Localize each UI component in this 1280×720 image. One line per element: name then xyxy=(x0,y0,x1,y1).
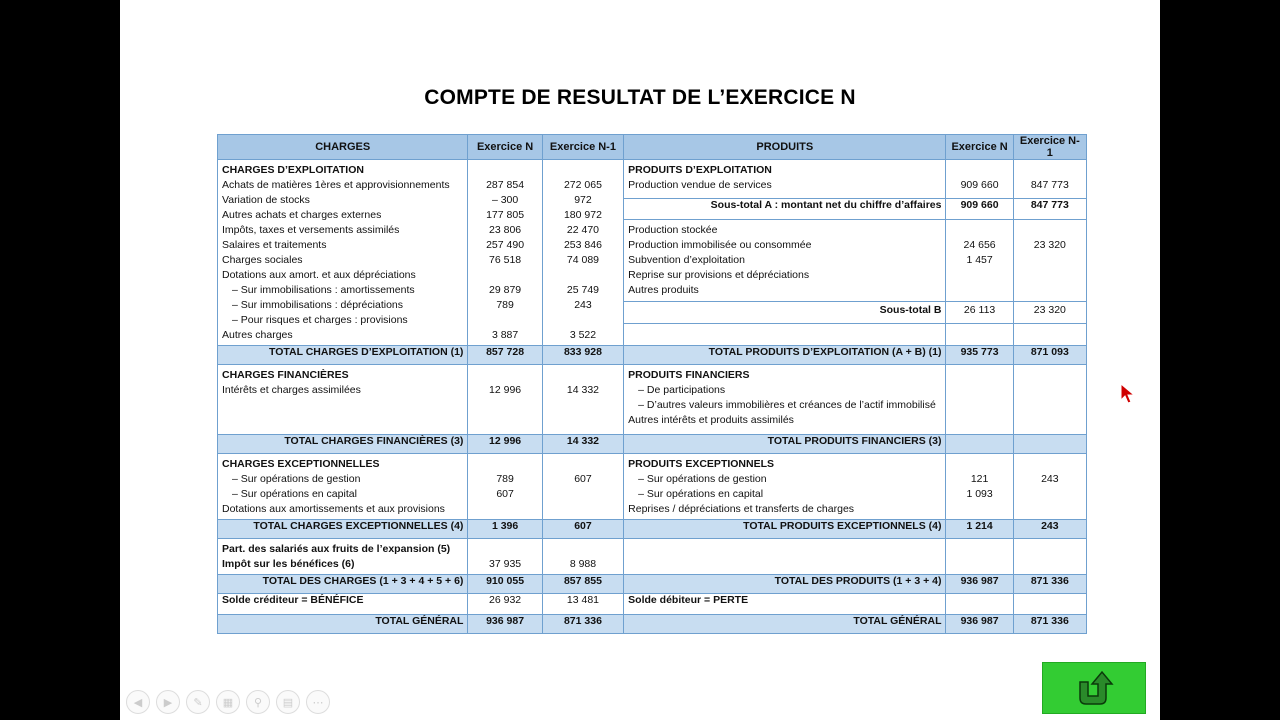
value: 121 xyxy=(970,473,989,485)
line-label: Achats de matières 1ères et approvisionnements xyxy=(222,179,450,191)
slides-icon[interactable]: ▦ xyxy=(216,690,240,714)
total-charges-exploitation-label: TOTAL CHARGES D’EXPLOITATION (1) xyxy=(218,346,468,365)
total-produits-financiers-n xyxy=(946,435,1013,454)
total-general-row-1 xyxy=(218,575,1087,594)
subtotal-b-n: 26 113 xyxy=(946,301,1012,321)
line-label: Autres charges xyxy=(222,329,293,341)
participation-n1 xyxy=(542,539,623,575)
charges-financieres-n xyxy=(468,365,542,435)
total-financier-row xyxy=(218,435,1087,454)
participation-row xyxy=(218,539,1087,575)
total-exceptionnel-row xyxy=(218,520,1087,539)
line-label: Impôt sur les bénéfices (6) xyxy=(222,558,355,570)
slideshow-toolbar xyxy=(126,690,330,714)
value: – 300 xyxy=(491,194,519,206)
value: 972 xyxy=(574,194,592,206)
produits-exceptionnels-n1 xyxy=(1013,454,1086,520)
line-label: Charges sociales xyxy=(222,254,303,266)
line-label: Variation de stocks xyxy=(222,194,310,206)
line-label: Production stockée xyxy=(628,223,718,236)
line-label: Dotations aux amortissements et aux provisions xyxy=(222,503,445,515)
subtotal-a-n: 909 660 xyxy=(946,198,1013,219)
solde-crediteur-n1: 13 481 xyxy=(542,594,623,615)
total-produits-exploitation-n1: 871 093 xyxy=(1013,346,1086,365)
line-label: – Sur immobilisations : dépréciations xyxy=(232,299,403,311)
value: 23 320 xyxy=(1033,238,1066,251)
subtotal-a-n1: 847 773 xyxy=(1013,198,1086,219)
subtotal-b-n1: 23 320 xyxy=(1014,301,1086,321)
value: 76 518 xyxy=(489,254,522,266)
total-produits-financiers-n1 xyxy=(1013,435,1086,454)
header-charges: CHARGES xyxy=(218,135,468,160)
section-heading: CHARGES D’EXPLOITATION xyxy=(222,164,364,176)
total-charges-n: 910 055 xyxy=(468,575,542,594)
total-produits-exceptionnels-n: 1 214 xyxy=(946,520,1013,539)
produits-exploitation-a-n1 xyxy=(1013,160,1086,199)
produits-financiers-cell xyxy=(624,365,946,435)
line-label: Autres produits xyxy=(628,283,699,296)
subtotal-a-label: Sous-total A : montant net du chiffre d’affaires xyxy=(624,198,946,219)
total-produits-exploitation-label: TOTAL PRODUITS D’EXPLOITATION (A + B) (1) xyxy=(624,346,946,365)
value: 177 805 xyxy=(486,209,525,221)
total-general-charges-n1: 871 336 xyxy=(542,615,623,634)
financier-row xyxy=(218,365,1087,435)
section-heading: PRODUITS EXCEPTIONNELS xyxy=(628,458,775,470)
value: 24 656 xyxy=(963,238,996,251)
participation-n xyxy=(468,539,542,575)
line-label: Reprise sur provisions et dépréciations xyxy=(628,268,810,281)
value: 3 887 xyxy=(491,329,519,341)
prev-icon[interactable]: ◀ xyxy=(126,690,150,714)
participation-cell xyxy=(218,539,468,575)
value: 789 xyxy=(496,473,514,485)
subtotal-b-label: Sous-total B xyxy=(624,301,945,321)
line-label: – De participations xyxy=(638,384,726,396)
total-charges-exploitation-n1: 833 928 xyxy=(542,346,623,365)
exploitation-row xyxy=(218,160,1087,199)
line-label: – Sur opérations en capital xyxy=(638,488,764,500)
header-exercice-n: Exercice N xyxy=(946,135,1013,160)
total-charges-exceptionnelles-label: TOTAL CHARGES EXCEPTIONNELLES (4) xyxy=(218,520,468,539)
value: 253 846 xyxy=(563,239,602,251)
charges-financieres-cell xyxy=(218,365,468,435)
total-produits-label: TOTAL DES PRODUITS (1 + 3 + 4) xyxy=(624,575,946,594)
value: 12 996 xyxy=(489,384,522,396)
value: 909 660 xyxy=(960,179,999,191)
line-label: – Sur opérations de gestion xyxy=(638,473,767,485)
total-charges-financieres-n1: 14 332 xyxy=(542,435,623,454)
line-label: Salaires et traitements xyxy=(222,239,327,251)
line-label: – Pour risques et charges : provisions xyxy=(232,314,408,326)
value: 607 xyxy=(496,488,514,500)
value: 243 xyxy=(1041,473,1059,485)
header-exercice-n: Exercice N xyxy=(468,135,542,160)
value: 1 093 xyxy=(966,488,993,500)
solde-row xyxy=(218,594,1087,615)
value: 14 332 xyxy=(566,384,600,396)
value: 8 988 xyxy=(569,558,597,570)
total-charges-financieres-label: TOTAL CHARGES FINANCIÈRES (3) xyxy=(218,435,468,454)
total-charges-exceptionnelles-n: 1 396 xyxy=(468,520,542,539)
total-produits-exploitation-n: 935 773 xyxy=(946,346,1013,365)
value: 23 806 xyxy=(489,224,522,236)
page-title: COMPTE DE RESULTAT DE L’EXERCICE N xyxy=(424,86,856,109)
charges-exploitation-cell xyxy=(218,160,468,346)
slide xyxy=(120,0,1160,720)
charges-exceptionnelles-n1 xyxy=(542,454,623,520)
total-general-charges-n: 936 987 xyxy=(468,615,542,634)
line-label: Part. des salariés aux fruits de l’expansion (5) xyxy=(222,543,451,555)
total-produits-exceptionnels-n1: 243 xyxy=(1013,520,1086,539)
value: 847 773 xyxy=(1030,179,1069,191)
line-label: – Sur immobilisations : amortissements xyxy=(232,284,415,296)
value: 287 854 xyxy=(486,179,525,191)
total-charges-exceptionnelles-n1: 607 xyxy=(542,520,623,539)
pen-icon[interactable]: ✎ xyxy=(186,690,210,714)
produits-exploitation-a-n xyxy=(946,160,1013,199)
charges-exceptionnelles-cell xyxy=(218,454,468,520)
line-label: Impôts, taxes et versements assimilés xyxy=(222,224,400,236)
value: 607 xyxy=(574,473,592,485)
produits-exceptionnels-n xyxy=(946,454,1013,520)
value: 1 457 xyxy=(966,253,993,266)
display-icon[interactable]: ▤ xyxy=(276,690,300,714)
produits-exploitation-b-n xyxy=(946,219,1013,345)
line-label: Autres intérêts et produits assimilés xyxy=(628,414,794,426)
income-statement-table xyxy=(217,134,1087,634)
value: 22 470 xyxy=(566,224,600,236)
solde-crediteur-n: 26 932 xyxy=(468,594,542,615)
total-general-row xyxy=(218,615,1087,634)
solde-debiteur-label: Solde débiteur = PERTE xyxy=(624,594,946,615)
section-heading: PRODUITS FINANCIERS xyxy=(628,369,750,381)
produits-exploitation-b-n1 xyxy=(1013,219,1086,345)
line-label: Subvention d’exploitation xyxy=(628,253,745,266)
value: 3 522 xyxy=(569,329,597,341)
section-heading: PRODUITS D’EXPLOITATION xyxy=(628,164,772,176)
charges-financieres-n1 xyxy=(542,365,623,435)
produits-exploitation-b xyxy=(624,219,946,345)
total-charges-exploitation-n: 857 728 xyxy=(468,346,542,365)
total-produits-financiers-label: TOTAL PRODUITS FINANCIERS (3) xyxy=(624,435,946,454)
header-produits: PRODUITS xyxy=(624,135,946,160)
line-label: – D’autres valeurs immobilières et créances de l’actif immobilisé xyxy=(638,399,936,411)
value: 74 089 xyxy=(566,254,600,266)
produits-financiers-n xyxy=(946,365,1013,435)
line-label: Dotations aux amort. et aux dépréciations xyxy=(222,269,416,281)
line-label: – Sur opérations en capital xyxy=(232,488,357,500)
charges-exploitation-n xyxy=(468,160,542,346)
total-general-charges-label: TOTAL GÉNÉRAL xyxy=(218,615,468,634)
return-arrow-icon xyxy=(1072,668,1116,708)
line-label: Production vendue de services xyxy=(628,179,772,191)
total-charges-n1: 857 855 xyxy=(542,575,623,594)
section-heading: CHARGES FINANCIÈRES xyxy=(222,369,349,381)
charges-exploitation-n1 xyxy=(542,160,623,346)
total-produits-exceptionnels-label: TOTAL PRODUITS EXCEPTIONNELS (4) xyxy=(624,520,946,539)
zoom-icon[interactable]: ⚲ xyxy=(246,690,270,714)
return-button[interactable] xyxy=(1042,662,1146,714)
header-exercice-n1: Exercice N-1 xyxy=(542,135,623,160)
total-charges-financieres-n: 12 996 xyxy=(468,435,542,454)
value: 257 490 xyxy=(486,239,525,251)
more-icon[interactable]: ⋯ xyxy=(306,690,330,714)
cursor-icon xyxy=(1120,383,1136,405)
line-label: – Sur opérations de gestion xyxy=(232,473,361,485)
line-label: Autres achats et charges externes xyxy=(222,209,382,221)
value: 243 xyxy=(574,299,592,311)
line-label: Intérêts et charges assimilées xyxy=(222,384,361,396)
value: 180 972 xyxy=(563,209,602,221)
charges-exceptionnelles-n xyxy=(468,454,542,520)
total-produits-n: 936 987 xyxy=(946,575,1013,594)
total-charges-label: TOTAL DES CHARGES (1 + 3 + 4 + 5 + 6) xyxy=(218,575,468,594)
total-produits-n1: 871 336 xyxy=(1013,575,1086,594)
next-icon[interactable]: ▶ xyxy=(156,690,180,714)
solde-crediteur-label: Solde créditeur = BÉNÉFICE xyxy=(218,594,468,615)
line-label: Production immobilisée ou consommée xyxy=(628,238,812,251)
produits-exceptionnels-cell xyxy=(624,454,946,520)
produits-financiers-n1 xyxy=(1013,365,1086,435)
value: 789 xyxy=(496,299,514,311)
total-general-produits-n1: 871 336 xyxy=(1013,615,1086,634)
header-row xyxy=(218,135,1087,160)
value: 29 879 xyxy=(489,284,522,296)
value: 25 749 xyxy=(566,284,600,296)
exceptionnel-row xyxy=(218,454,1087,520)
header-exercice-n1: Exercice N-1 xyxy=(1013,135,1086,160)
total-exploitation-row xyxy=(218,346,1087,365)
produits-exploitation-a xyxy=(624,160,946,199)
total-general-produits-n: 936 987 xyxy=(946,615,1013,634)
section-heading: CHARGES EXCEPTIONNELLES xyxy=(222,458,380,470)
value: 37 935 xyxy=(489,558,522,570)
line-label: Reprises / dépréciations et transferts de charges xyxy=(628,503,855,515)
total-general-produits-label: TOTAL GÉNÉRAL xyxy=(624,615,946,634)
value: 272 065 xyxy=(563,179,602,191)
